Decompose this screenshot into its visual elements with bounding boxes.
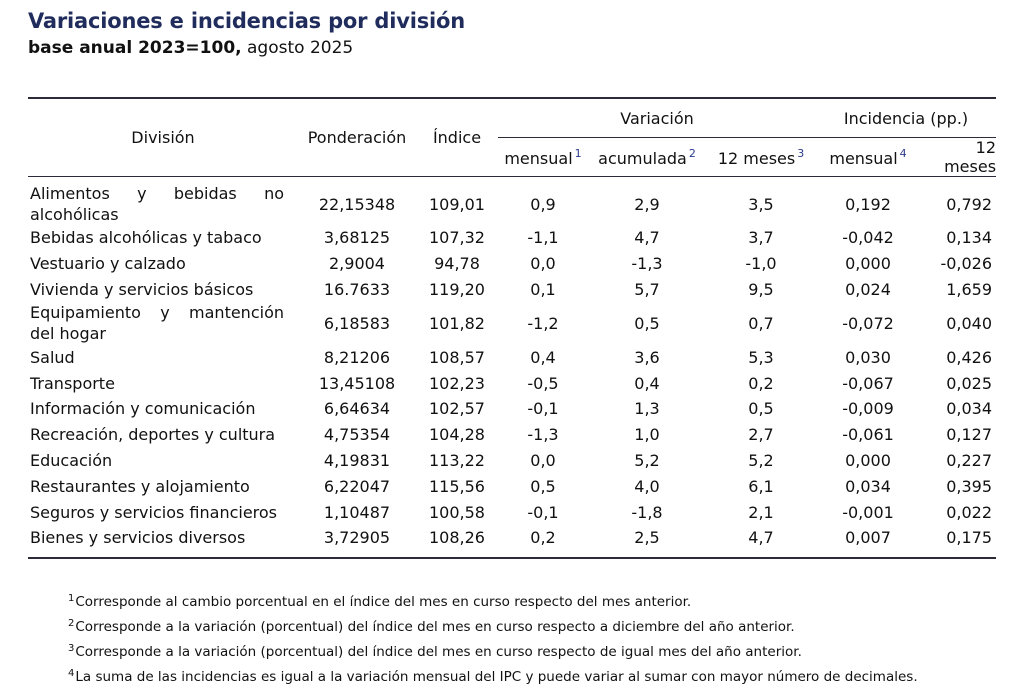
cell-inc-mensual: 0,034 [845,476,891,496]
cell-var-12meses: 0,5 [748,399,774,419]
cell-ponderacion: 1,10487 [323,502,391,522]
cell-indice: 100,58 [429,502,485,522]
cell-inc-mensual: -0,042 [842,228,894,248]
table-row [28,370,996,396]
cell-ponderacion: 6,18583 [323,313,391,333]
cell-indice: 108,26 [429,528,485,548]
cell-ponderacion: 4,75354 [323,425,391,445]
cell-var-mensual: -1,3 [527,425,559,445]
cell-inc-12meses: 0,426 [946,347,993,367]
cell-ponderacion: 6,64634 [323,399,391,419]
header-inc-12meses: 12 meses [944,138,997,176]
cell-var-12meses: 3,7 [748,228,774,248]
footnotes [68,588,918,688]
footnote-text: Corresponde al cambio porcentual en el índice del mes en curso respecto del mes anterior. [75,594,692,610]
cell-division: Alimentos y bebidas no alcohólicas [30,184,284,224]
cell-inc-mensual: 0,000 [845,450,891,470]
footnote-ref-1: 1 [574,146,582,160]
cell-indice: 107,32 [429,228,485,248]
table-row [28,473,996,499]
cell-inc-12meses: 0,127 [946,425,993,445]
cell-inc-12meses: 0,025 [946,373,993,393]
cell-var-12meses: 9,5 [748,279,774,299]
cell-indice: 108,57 [429,347,485,367]
cell-inc-mensual: 0,024 [845,279,891,299]
cell-division: Salud [30,347,75,367]
cell-var-acumulada: 2,5 [634,528,660,548]
footnote-text: La suma de las incidencias es igual a la variación mensual del IPC y puede variar al sumar con mayor número de decimales. [75,669,918,685]
table-row [28,499,996,525]
page-subtitle [28,38,353,58]
cell-indice: 109,01 [429,194,485,214]
cell-ponderacion: 2,9004 [329,254,385,274]
cell-var-acumulada: 5,2 [634,450,660,470]
cell-var-12meses: 2,1 [748,502,774,522]
cell-var-12meses: 5,3 [748,347,774,367]
footnote-ref-2: 2 [688,146,696,160]
cell-var-mensual: 0,1 [530,279,556,299]
header-ponderacion: Ponderación [307,128,407,147]
cell-inc-12meses: 0,792 [946,194,993,214]
cell-inc-12meses: 0,227 [946,450,993,470]
cell-division: Información y comunicación [30,399,256,419]
cell-var-mensual: -0,1 [527,502,559,522]
cell-var-12meses: 6,1 [748,476,774,496]
cell-division: Educación [30,450,113,470]
cell-ponderacion: 8,21206 [323,347,391,367]
footnote-mark: 3 [68,643,75,654]
cell-var-acumulada: -1,8 [631,502,663,522]
footnote-text: Corresponde a la variación (porcentual) del índice del mes en curso respecto a diciembre del año anterior. [75,619,795,635]
cell-var-12meses: -1,0 [745,254,777,274]
cell-var-acumulada: 3,6 [634,347,660,367]
cell-ponderacion: 16.7633 [323,279,391,299]
header-var-acumulada: acumulada $^2$ [598,146,696,168]
cell-var-12meses: 5,2 [748,450,774,470]
header-variacion: Variación [498,98,816,138]
cell-division: Equipamiento y mantención del hogar [30,303,284,344]
footnote-2 [68,613,918,638]
cell-var-acumulada: 4,0 [634,476,660,496]
cell-inc-12meses: -0,026 [940,254,993,274]
cell-var-mensual: 0,2 [530,528,556,548]
cell-inc-mensual: -0,001 [842,502,894,522]
table-body [28,177,996,558]
cell-inc-mensual: 0,007 [845,528,891,548]
cell-var-mensual: -0,1 [527,399,559,419]
cell-var-mensual: 0,0 [530,450,556,470]
cell-indice: 94,78 [434,254,480,274]
subtitle-date: agosto 2025 [241,38,354,58]
cell-division: Seguros y servicios financieros [30,502,278,522]
cell-division: Bebidas alcohólicas y tabaco [30,228,262,248]
cell-indice: 115,56 [429,476,485,496]
cell-indice: 119,20 [429,279,485,299]
cell-ponderacion: 3,68125 [323,228,391,248]
header-var-12meses: 12 meses $^3$ [717,146,805,168]
cell-var-12meses: 3,5 [748,194,774,214]
header-var-mensual: mensual $^1$ [504,146,582,168]
cell-var-12meses: 4,7 [748,528,774,548]
cell-division: Recreación, deportes y cultura [30,425,276,445]
footnote-mark: 1 [68,593,75,604]
cell-inc-12meses: 0,034 [946,399,993,419]
footnote-ref-3: 3 [797,146,805,160]
cell-indice: 101,82 [429,313,485,333]
cell-inc-12meses: 1,659 [946,279,993,299]
table-row [28,344,996,370]
cell-var-acumulada: 0,4 [634,373,660,393]
cell-inc-mensual: -0,067 [842,373,894,393]
header-incidencia: Incidencia (pp.) [816,98,996,138]
table-row [28,177,996,226]
cell-var-acumulada: 1,0 [634,425,660,445]
table-row [28,302,996,344]
cell-var-acumulada: 5,7 [634,279,660,299]
cell-var-acumulada: 0,5 [634,313,660,333]
cell-indice: 102,57 [429,399,485,419]
cell-inc-12meses: 0,134 [946,228,993,248]
footnote-text: Corresponde a la variación (porcentual) del índice del mes en curso respecto de igual mes del año anterior. [75,644,802,660]
cell-var-mensual: 0,0 [530,254,556,274]
page-title: Variaciones e incidencias por división [28,9,465,33]
cell-ponderacion: 4,19831 [323,450,391,470]
table-row [28,251,996,277]
cell-inc-12meses: 0,022 [946,502,993,522]
cell-var-12meses: 2,7 [748,425,774,445]
cell-indice: 102,23 [429,373,485,393]
cell-var-mensual: 0,5 [530,476,556,496]
cell-inc-mensual: 0,000 [845,254,891,274]
cell-division: Vivienda y servicios básicos [30,279,254,299]
header-division: División [131,128,195,147]
header-inc-mensual: mensual $^4$ [829,146,907,168]
cell-ponderacion: 3,72905 [323,528,391,548]
cell-inc-mensual: -0,061 [842,425,894,445]
cell-var-mensual: -0,5 [527,373,559,393]
cell-var-mensual: -1,1 [527,228,559,248]
subtitle-base: base anual 2023=100, [28,38,242,58]
cell-division: Transporte [30,373,115,393]
cell-inc-mensual: -0,072 [842,313,894,333]
cell-var-acumulada: 2,9 [634,194,660,214]
table-row [28,422,996,448]
divisions-table [28,97,996,559]
footnote-mark: 4 [68,668,75,679]
footnote-ref-4: 4 [899,146,907,160]
cell-ponderacion: 13,45108 [318,373,396,393]
cell-indice: 113,22 [429,450,485,470]
table-row [28,448,996,474]
cell-ponderacion: 6,22047 [323,476,391,496]
cell-var-acumulada: -1,3 [631,254,663,274]
table-row [28,396,996,422]
header-indice: Índice [432,128,482,147]
cell-inc-mensual: -0,009 [842,399,894,419]
cell-var-mensual: -1,2 [527,313,559,333]
cell-inc-mensual: 0,192 [845,194,891,214]
cell-var-12meses: 0,2 [748,373,774,393]
cell-inc-mensual: 0,030 [845,347,891,367]
cell-var-mensual: 0,4 [530,347,556,367]
cell-ponderacion: 22,15348 [318,194,396,214]
footnote-4 [68,663,918,688]
cell-inc-12meses: 0,175 [946,528,993,548]
table-row [28,225,996,251]
cell-var-acumulada: 1,3 [634,399,660,419]
cell-division: Restaurantes y alojamiento [30,476,250,496]
cell-inc-12meses: 0,040 [946,313,993,333]
cell-division: Bienes y servicios diversos [30,528,246,548]
footnote-3 [68,638,918,663]
table-row [28,525,996,558]
cell-var-acumulada: 4,7 [634,228,660,248]
table-row [28,277,996,303]
cell-indice: 104,28 [429,425,485,445]
cell-var-12meses: 0,7 [748,313,774,333]
cell-division: Vestuario y calzado [30,254,186,274]
footnote-1 [68,588,918,613]
cell-inc-12meses: 0,395 [946,476,993,496]
footnote-mark: 2 [68,618,75,629]
cell-var-mensual: 0,9 [530,194,556,214]
